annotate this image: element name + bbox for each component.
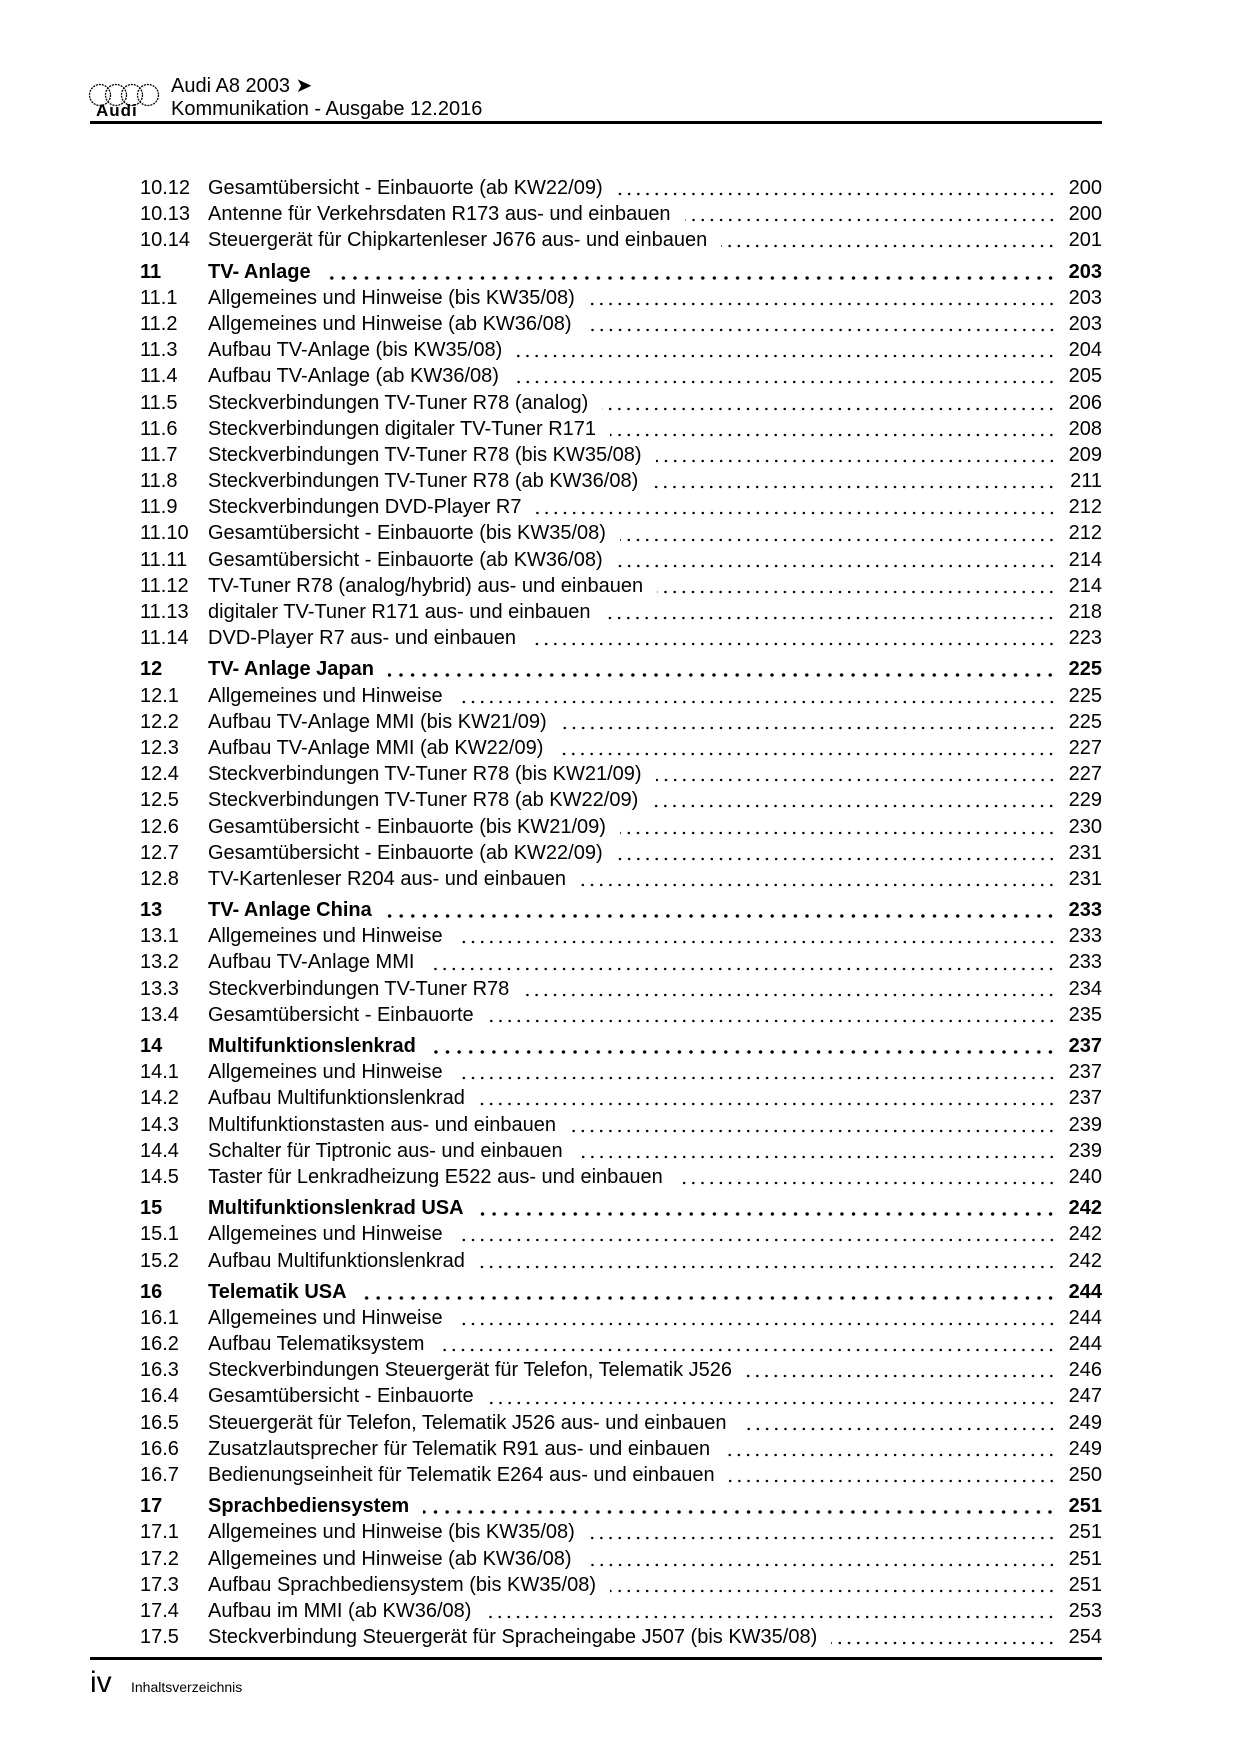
toc-entry-page: 227 xyxy=(1068,763,1102,786)
toc-entry[interactable] xyxy=(140,1138,1102,1164)
toc-entry-page: 250 xyxy=(1068,1464,1102,1486)
toc-entry-page: 239 xyxy=(1068,1113,1102,1136)
toc-dot-leader xyxy=(438,1348,1056,1352)
header-rule xyxy=(90,121,1102,124)
toc-entry-title: Aufbau TV-Anlage (ab KW36/08) xyxy=(208,365,499,388)
toc-entry-page: 206 xyxy=(1068,391,1102,414)
toc-entry-page: 223 xyxy=(1068,627,1102,650)
toc-entry[interactable] xyxy=(140,442,1102,468)
toc-entry-number: 11.11 xyxy=(140,548,188,571)
toc-dot-leader xyxy=(724,1453,1056,1457)
toc-entry[interactable] xyxy=(140,1221,1102,1247)
toc-entry-number: 11.1 xyxy=(140,286,178,309)
toc-entry-number: 12.8 xyxy=(140,867,179,890)
toc-entry-page: 201 xyxy=(1068,229,1102,252)
toc-dot-leader xyxy=(577,1155,1056,1159)
toc-entry-page: 211 xyxy=(1070,470,1102,493)
toc-dot-leader xyxy=(423,1510,1056,1514)
toc-dot-leader xyxy=(457,1076,1056,1080)
toc-entry-page: 237 xyxy=(1068,1087,1102,1110)
toc-dot-leader xyxy=(656,778,1056,782)
toc-dot-leader xyxy=(485,1615,1056,1619)
toc-entry-page: 200 xyxy=(1068,177,1102,199)
toc-entry-number: 12.6 xyxy=(140,815,179,838)
toc-entry-number: 10.13 xyxy=(140,203,191,226)
toc-entry-number: 17 xyxy=(140,1495,163,1518)
toc-entry-number: 11.5 xyxy=(140,391,178,414)
toc-dot-leader xyxy=(610,1589,1056,1593)
toc-entry-page: 203 xyxy=(1068,260,1102,283)
toc-entry-title: Taster für Lenkradheizung E522 aus- und einbauen xyxy=(208,1165,663,1188)
toc-dot-leader xyxy=(557,752,1056,756)
toc-entry[interactable] xyxy=(140,227,1102,253)
footer-rule xyxy=(90,1657,1102,1660)
toc-dot-leader xyxy=(656,459,1056,463)
toc-entry-title: Gesamtübersicht - Einbauorte (ab KW22/09) xyxy=(208,841,603,864)
toc-entry-title: Gesamtübersicht - Einbauorte (bis KW35/08) xyxy=(208,522,606,545)
toc-entry[interactable] xyxy=(140,285,1102,311)
toc-entry-title: Allgemeines und Hinweise xyxy=(208,925,443,948)
toc-entry-number: 16.5 xyxy=(140,1411,179,1434)
toc-entry-title: digitaler TV-Tuner R171 aus- und einbauen xyxy=(208,601,591,623)
toc-dot-leader xyxy=(685,218,1056,222)
toc-entry-number: 11.4 xyxy=(140,365,178,388)
toc-dot-leader xyxy=(513,380,1056,384)
toc-entry-title: Aufbau TV-Anlage MMI xyxy=(208,951,415,974)
toc-entry-title: Steckverbindungen Steuergerät für Telefon, Telematik J526 xyxy=(208,1359,733,1382)
toc-entry[interactable] xyxy=(140,337,1102,363)
toc-entry[interactable] xyxy=(140,1436,1102,1462)
toc-entry[interactable] xyxy=(140,1462,1102,1488)
toc-entry-page: 242 xyxy=(1068,1249,1102,1272)
toc-entry-page: 253 xyxy=(1068,1599,1102,1622)
toc-entry-title: Allgemeines und Hinweise xyxy=(208,1061,443,1084)
toc-entry-number: 11.14 xyxy=(140,627,189,650)
toc-dot-leader xyxy=(361,1296,1056,1300)
footer-section-label: Inhaltsverzeichnis xyxy=(131,1679,243,1695)
toc-dot-leader xyxy=(610,433,1056,437)
toc-entry-title: Allgemeines und Hinweise (ab KW36/08) xyxy=(208,312,572,335)
document-title: Audi A8 2003 ➤ xyxy=(171,75,313,97)
toc-entry-title: Aufbau Telematiksystem xyxy=(208,1333,425,1356)
toc-entry-number: 12.7 xyxy=(140,841,179,864)
toc-entry-page: 208 xyxy=(1068,417,1102,440)
toc-entry-number: 11.10 xyxy=(140,522,189,545)
toc-entry-number: 12.1 xyxy=(140,684,179,707)
toc-entry-number: 17.3 xyxy=(140,1573,179,1596)
toc-entry-page: 214 xyxy=(1068,548,1102,571)
toc-entry[interactable] xyxy=(140,599,1102,625)
toc-entry-number: 10.12 xyxy=(140,177,191,199)
toc-entry-page: 237 xyxy=(1068,1061,1102,1084)
toc-entry-number: 14.5 xyxy=(140,1165,179,1188)
toc-entry-number: 15 xyxy=(140,1197,163,1220)
toc-entry-title: TV- Anlage xyxy=(208,260,311,283)
toc-entry[interactable] xyxy=(140,1624,1102,1650)
toc-entry[interactable] xyxy=(140,1331,1102,1357)
toc-dot-leader xyxy=(586,1563,1056,1567)
toc-dot-leader xyxy=(325,276,1056,280)
toc-entry-page: 212 xyxy=(1068,522,1102,545)
toc-entry-title: Steuergerät für Telefon, Telematik J526 aus- und einbauen xyxy=(208,1411,727,1434)
toc-entry-number: 17.4 xyxy=(140,1599,179,1622)
toc-dot-leader xyxy=(586,328,1056,332)
toc-entry-title: Schalter für Tiptronic aus- und einbauen xyxy=(208,1139,563,1162)
toc-dot-leader xyxy=(536,511,1057,515)
toc-entry[interactable] xyxy=(140,390,1102,416)
toc-entry-title: Aufbau TV-Anlage (bis KW35/08) xyxy=(208,339,503,362)
toc-entry-page: 237 xyxy=(1068,1035,1102,1057)
toc-dot-leader xyxy=(561,726,1056,730)
toc-chapter-entry[interactable] xyxy=(140,259,1102,285)
toc-dot-leader xyxy=(570,1129,1056,1133)
toc-entry-page: 231 xyxy=(1068,867,1102,890)
toc-entry-number: 17.5 xyxy=(140,1626,179,1649)
toc-entry-number: 15.2 xyxy=(140,1249,179,1272)
toc-dot-leader xyxy=(657,590,1056,594)
toc-dot-leader xyxy=(602,407,1056,411)
toc-entry-title: Steckverbindungen TV-Tuner R78 (ab KW36/08) xyxy=(208,470,639,493)
toc-entry[interactable] xyxy=(140,175,1102,201)
toc-dot-leader xyxy=(617,192,1056,196)
toc-dot-leader xyxy=(652,485,1056,489)
toc-entry-number: 11.3 xyxy=(140,339,178,362)
toc-entry[interactable] xyxy=(140,866,1102,892)
toc-entry-title: DVD-Player R7 aus- und einbauen xyxy=(208,627,516,650)
toc-entry-number: 16.1 xyxy=(140,1306,179,1329)
document-subtitle: Kommunikation - Ausgabe 12.2016 xyxy=(171,98,483,120)
toc-dot-leader xyxy=(457,1322,1056,1326)
toc-entry-title: Allgemeines und Hinweise (bis KW35/08) xyxy=(208,1521,575,1544)
toc-entry-title: TV- Anlage China xyxy=(208,899,372,922)
toc-entry-title: Aufbau im MMI (ab KW36/08) xyxy=(208,1599,472,1622)
toc-entry-title: Allgemeines und Hinweise (bis KW35/08) xyxy=(208,286,575,309)
toc-dot-leader xyxy=(729,1479,1056,1483)
toc-entry-page: 233 xyxy=(1068,899,1102,922)
toc-entry-number: 16.4 xyxy=(140,1385,179,1408)
toc-chapter-entry[interactable] xyxy=(140,897,1102,923)
toc-chapter-entry[interactable] xyxy=(140,1033,1102,1059)
toc-entry-page: 231 xyxy=(1068,841,1102,864)
toc-entry-page: 230 xyxy=(1068,815,1102,838)
toc-dot-leader xyxy=(388,673,1056,677)
toc-entry-title: Steckverbindung Steuergerät für Spracheingabe J507 (bis KW35/08) xyxy=(208,1626,818,1649)
toc-entry[interactable] xyxy=(140,949,1102,975)
toc-entry-title: Steckverbindungen TV-Tuner R78 (analog) xyxy=(208,391,589,414)
toc-entry-title: Steckverbindungen TV-Tuner R78 (bis KW35/08) xyxy=(208,443,642,466)
toc-entry[interactable] xyxy=(140,814,1102,840)
toc-entry-page: 227 xyxy=(1068,736,1102,759)
toc-entry-title: Allgemeines und Hinweise xyxy=(208,1306,443,1329)
toc-entry-title: TV- Anlage Japan xyxy=(208,658,374,681)
toc-dot-leader xyxy=(831,1641,1056,1645)
toc-entry-title: Steckverbindungen TV-Tuner R78 xyxy=(208,977,510,1000)
toc-dot-leader xyxy=(428,967,1056,971)
toc-dot-leader xyxy=(479,1265,1056,1269)
toc-entry-number: 11.9 xyxy=(140,496,178,519)
toc-dot-leader xyxy=(741,1427,1057,1431)
toc-dot-leader xyxy=(652,804,1056,808)
toc-entry[interactable] xyxy=(140,735,1102,761)
toc-entry-title: Steckverbindungen DVD-Player R7 xyxy=(208,496,522,519)
toc-entry-number: 15.1 xyxy=(140,1223,179,1246)
table-of-contents xyxy=(140,175,1102,1650)
toc-entry-page: 244 xyxy=(1068,1333,1102,1356)
toc-entry-title: TV-Tuner R78 (analog/hybrid) aus- und einbauen xyxy=(208,574,644,597)
toc-entry-page: 233 xyxy=(1068,925,1102,948)
toc-entry-title: Aufbau Multifunktionslenkrad xyxy=(208,1087,465,1110)
toc-entry-number: 11.12 xyxy=(140,574,189,597)
toc-entry-page: 203 xyxy=(1068,312,1102,335)
toc-entry-title: Aufbau Sprachbediensystem (bis KW35/08) xyxy=(208,1573,596,1596)
toc-entry[interactable] xyxy=(140,976,1102,1002)
toc-entry-number: 11.7 xyxy=(140,443,178,466)
toc-entry[interactable] xyxy=(140,363,1102,389)
toc-dot-leader xyxy=(580,883,1056,887)
toc-entry-number: 12 xyxy=(140,658,163,681)
toc-entry-title: Aufbau TV-Anlage MMI (ab KW22/09) xyxy=(208,736,544,759)
toc-entry-number: 13.3 xyxy=(140,977,179,1000)
toc-dot-leader xyxy=(523,993,1056,997)
toc-entry-page: 251 xyxy=(1068,1521,1102,1544)
toc-entry-page: 212 xyxy=(1068,496,1102,519)
audi-wordmark: Audi xyxy=(96,101,138,120)
toc-dot-leader xyxy=(589,1536,1056,1540)
toc-entry[interactable] xyxy=(140,1572,1102,1598)
toc-entry-page: 225 xyxy=(1068,658,1102,681)
toc-entry[interactable] xyxy=(140,923,1102,949)
toc-entry-page: 234 xyxy=(1068,977,1102,1000)
toc-entry-title: Gesamtübersicht - Einbauorte (ab KW22/09) xyxy=(208,177,603,199)
toc-entry[interactable] xyxy=(140,1383,1102,1409)
toc-entry[interactable] xyxy=(140,840,1102,866)
toc-entry-page: 242 xyxy=(1068,1223,1102,1246)
toc-entry-number: 16.7 xyxy=(140,1464,179,1486)
toc-entry-title: TV-Kartenleser R204 aus- und einbauen xyxy=(208,867,567,890)
toc-entry-page: 239 xyxy=(1068,1139,1102,1162)
toc-dot-leader xyxy=(530,642,1056,646)
toc-entry-number: 16.3 xyxy=(140,1359,179,1382)
toc-entry-page: 229 xyxy=(1068,789,1102,812)
toc-entry[interactable] xyxy=(140,683,1102,709)
toc-entry[interactable] xyxy=(140,547,1102,573)
toc-dot-leader xyxy=(386,914,1056,918)
toc-entry-number: 17.2 xyxy=(140,1547,179,1570)
toc-entry[interactable] xyxy=(140,1085,1102,1111)
toc-entry-number: 12.4 xyxy=(140,763,179,786)
toc-entry-page: 203 xyxy=(1068,286,1102,309)
toc-entry-page: 251 xyxy=(1068,1495,1102,1518)
toc-entry-number: 16 xyxy=(140,1280,163,1303)
toc-entry-page: 254 xyxy=(1068,1626,1102,1649)
toc-dot-leader xyxy=(677,1181,1056,1185)
toc-dot-leader xyxy=(617,857,1056,861)
toc-entry-number: 14.3 xyxy=(140,1113,179,1136)
toc-entry[interactable] xyxy=(140,1305,1102,1331)
toc-entry[interactable] xyxy=(140,625,1102,651)
toc-entry-title: Gesamtübersicht - Einbauorte (ab KW36/08) xyxy=(208,548,603,571)
toc-chapter-entry[interactable] xyxy=(140,1493,1102,1519)
toc-entry[interactable] xyxy=(140,573,1102,599)
toc-entry-number: 11.6 xyxy=(140,417,178,440)
toc-entry[interactable] xyxy=(140,520,1102,546)
toc-entry-page: 246 xyxy=(1068,1359,1102,1382)
toc-dot-leader xyxy=(721,244,1056,248)
toc-entry-title: Telematik USA xyxy=(208,1280,347,1303)
toc-entry-number: 16.2 xyxy=(140,1333,179,1356)
toc-entry-page: 233 xyxy=(1068,951,1102,974)
toc-entry-number: 12.3 xyxy=(140,736,179,759)
toc-entry-page: 205 xyxy=(1068,365,1102,388)
toc-entry-number: 12.2 xyxy=(140,710,179,733)
toc-entry-title: Multifunktionslenkrad USA xyxy=(208,1197,464,1220)
toc-entry-page: 240 xyxy=(1068,1165,1102,1188)
toc-entry[interactable] xyxy=(140,1519,1102,1545)
toc-entry-title: Steckverbindungen digitaler TV-Tuner R171 xyxy=(208,417,597,440)
toc-entry[interactable] xyxy=(140,1598,1102,1624)
toc-entry-title: Steckverbindungen TV-Tuner R78 (bis KW21/09) xyxy=(208,763,642,786)
toc-entry[interactable] xyxy=(140,1112,1102,1138)
toc-dot-leader xyxy=(620,538,1056,542)
toc-entry-page: 244 xyxy=(1068,1280,1102,1303)
toc-entry-number: 13.2 xyxy=(140,951,179,974)
toc-entry-title: Gesamtübersicht - Einbauorte (bis KW21/09) xyxy=(208,815,606,838)
toc-entry[interactable] xyxy=(140,468,1102,494)
toc-entry-number: 14 xyxy=(140,1035,163,1057)
toc-dot-leader xyxy=(746,1374,1056,1378)
toc-chapter-entry[interactable] xyxy=(140,656,1102,682)
toc-entry-page: 200 xyxy=(1068,203,1102,226)
toc-entry-number: 16.6 xyxy=(140,1437,179,1460)
toc-entry[interactable] xyxy=(140,1248,1102,1274)
toc-entry-title: Aufbau Multifunktionslenkrad xyxy=(208,1249,465,1272)
toc-entry[interactable] xyxy=(140,709,1102,735)
toc-chapter-entry[interactable] xyxy=(140,1195,1102,1221)
toc-entry-number: 11 xyxy=(140,260,162,283)
page-number: iv xyxy=(90,1666,112,1699)
toc-entry-title: Zusatzlautsprecher für Telematik R91 aus- und einbauen xyxy=(208,1437,711,1460)
toc-dot-leader xyxy=(478,1212,1056,1216)
toc-entry-number: 17.1 xyxy=(140,1521,179,1544)
toc-dot-leader xyxy=(457,1238,1056,1242)
toc-entry[interactable] xyxy=(140,1002,1102,1028)
toc-entry[interactable] xyxy=(140,787,1102,813)
toc-entry[interactable] xyxy=(140,1164,1102,1190)
toc-entry-number: 12.5 xyxy=(140,789,179,812)
toc-entry-page: 225 xyxy=(1068,684,1102,707)
toc-dot-leader xyxy=(488,1019,1056,1023)
toc-entry[interactable] xyxy=(140,1410,1102,1436)
toc-dot-leader xyxy=(488,1401,1056,1405)
toc-entry-page: 251 xyxy=(1068,1573,1102,1596)
toc-entry[interactable] xyxy=(140,416,1102,442)
toc-entry-number: 13 xyxy=(140,899,163,922)
toc-entry[interactable] xyxy=(140,1059,1102,1085)
toc-entry-title: Steuergerät für Chipkartenleser J676 aus- und einbauen xyxy=(208,229,708,252)
toc-chapter-entry[interactable] xyxy=(140,1279,1102,1305)
toc-entry-title: Allgemeines und Hinweise xyxy=(208,1223,443,1246)
toc-entry-title: Gesamtübersicht - Einbauorte xyxy=(208,1003,474,1026)
toc-entry-title: Gesamtübersicht - Einbauorte xyxy=(208,1385,474,1408)
toc-entry-page: 204 xyxy=(1068,339,1102,362)
toc-dot-leader xyxy=(620,831,1056,835)
toc-dot-leader xyxy=(516,354,1056,358)
toc-entry-page: 242 xyxy=(1068,1197,1102,1220)
toc-entry-page: 209 xyxy=(1068,443,1102,466)
toc-entry[interactable] xyxy=(140,761,1102,787)
toc-entry-page: 225 xyxy=(1068,710,1102,733)
toc-entry-page: 249 xyxy=(1068,1437,1102,1460)
toc-entry-number: 13.1 xyxy=(140,925,179,948)
toc-dot-leader xyxy=(589,302,1056,306)
toc-entry-number: 10.14 xyxy=(140,229,191,252)
toc-entry-number: 11.2 xyxy=(140,312,178,335)
toc-entry[interactable] xyxy=(140,1357,1102,1383)
toc-entry-page: 214 xyxy=(1068,574,1102,597)
toc-dot-leader xyxy=(617,564,1056,568)
toc-entry-number: 13.4 xyxy=(140,1003,179,1026)
toc-entry-title: Aufbau TV-Anlage MMI (bis KW21/09) xyxy=(208,710,547,733)
toc-dot-leader xyxy=(604,616,1056,620)
toc-entry[interactable] xyxy=(140,201,1102,227)
toc-entry-number: 14.2 xyxy=(140,1087,179,1110)
toc-entry-title: Multifunktionstasten aus- und einbauen xyxy=(208,1113,557,1136)
toc-entry-number: 14.4 xyxy=(140,1139,179,1162)
toc-entry[interactable] xyxy=(140,494,1102,520)
toc-dot-leader xyxy=(457,940,1056,944)
toc-dot-leader xyxy=(457,700,1056,704)
toc-entry-number: 11.13 xyxy=(140,601,189,623)
toc-entry-page: 247 xyxy=(1068,1385,1102,1408)
toc-entry[interactable] xyxy=(140,1546,1102,1572)
toc-entry-page: 235 xyxy=(1068,1003,1102,1026)
toc-entry-title: Steckverbindungen TV-Tuner R78 (ab KW22/09) xyxy=(208,789,639,812)
toc-entry-title: Allgemeines und Hinweise (ab KW36/08) xyxy=(208,1547,572,1570)
toc-entry-title: Multifunktionslenkrad xyxy=(208,1035,416,1057)
toc-dot-leader xyxy=(479,1102,1056,1106)
toc-entry-page: 251 xyxy=(1068,1547,1102,1570)
toc-entry-page: 244 xyxy=(1068,1306,1102,1329)
toc-entry[interactable] xyxy=(140,311,1102,337)
toc-entry-title: Allgemeines und Hinweise xyxy=(208,684,443,707)
toc-entry-number: 11.8 xyxy=(140,470,178,493)
toc-entry-page: 249 xyxy=(1068,1411,1102,1434)
toc-entry-title: Sprachbediensystem xyxy=(208,1495,410,1518)
toc-dot-leader xyxy=(430,1050,1056,1054)
toc-entry-title: Antenne für Verkehrsdaten R173 aus- und einbauen xyxy=(208,203,671,226)
toc-entry-title: Bedienungseinheit für Telematik E264 aus- und einbauen xyxy=(208,1464,715,1486)
toc-entry-page: 218 xyxy=(1068,601,1102,623)
toc-entry-number: 14.1 xyxy=(140,1061,179,1084)
